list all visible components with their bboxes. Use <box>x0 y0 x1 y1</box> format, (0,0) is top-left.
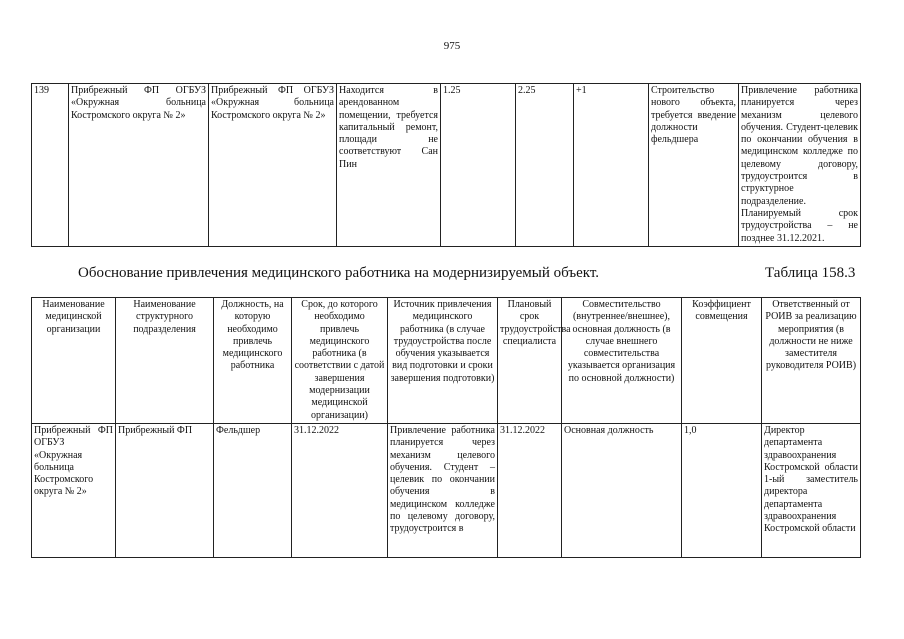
cell-responsible: Директор департамента здравоохранения Костромской области 1-ый заместитель директора департамента здравоохранения Костромской области <box>762 423 861 557</box>
header-source: Источник привлечения медицинского работника (в случае трудоустройства после обучения указывается вид подготовки и сроки завершения подготовки) <box>388 298 498 424</box>
main-table <box>31 297 861 558</box>
row-number: 139 <box>32 84 69 247</box>
header-subdivision: Наименование структурного подразделения <box>116 298 214 424</box>
cell-position: Фельдшер <box>214 423 292 557</box>
value-cell-1: 1.25 <box>441 84 516 247</box>
header-combination: Совместительство (внутреннее/внешнее), основная должность (в случае внешнего совместительства указывается организация по основной должности) <box>562 298 682 424</box>
cell-subdivision: Прибрежный ФП <box>116 423 214 557</box>
table-row <box>32 423 861 557</box>
premises-cell: Находится в арендованном помещении, требуется капитальный ремонт, площади не соответствуют Сан Пин <box>337 84 441 247</box>
subdivision-cell: Прибрежный ФП ОГБУЗ «Окружная больница Костромского округа № 2» <box>209 84 337 247</box>
header-responsible: Ответственный от РОИВ за реализацию мероприятия (в должности не ниже заместителя руководителя РОИВ) <box>762 298 861 424</box>
header-row <box>32 298 861 424</box>
cell-source: Привлечение работника планируется через механизм целевого обучения. Студент – целевик по окончании обучения в медицинском колледже по целевому договору, трудоустроится в <box>388 423 498 557</box>
organization-cell: Прибрежный ФП ОГБУЗ «Окружная больница Костромского округа № 2» <box>69 84 209 247</box>
comment-cell: Привлечение работника планируется через механизм целевого обучения. Студент-целевик по окончании обучения в медицинском колледже по целевому договору, трудоустроится в структурное подразделение. Планируемый срок трудоустройства – не позднее 31.12.2021. <box>739 84 861 247</box>
header-organization: Наименование медицинской организации <box>32 298 116 424</box>
cell-planned-date: 31.12.2022 <box>498 423 562 557</box>
header-planned-date: Плановый срок трудоустройства специалиста <box>498 298 562 424</box>
cell-combination: Основная должность <box>562 423 682 557</box>
value-cell-2: 2.25 <box>516 84 574 247</box>
cell-coefficient: 1,0 <box>682 423 762 557</box>
page-number: 975 <box>443 40 461 52</box>
continued-table <box>31 83 861 247</box>
table-row <box>32 84 861 247</box>
header-coefficient: Коэффициент совмещения <box>682 298 762 424</box>
table-label: Таблица 158.3 <box>765 265 856 281</box>
header-deadline: Срок, до которого необходимо привлечь медицинского работника (в соответствии с датой завершения модернизации медицинской организации) <box>292 298 388 424</box>
change-cell: +1 <box>574 84 649 247</box>
cell-organization: Прибрежный ФП ОГБУЗ «Окружная больница Костромского округа № 2» <box>32 423 116 557</box>
plan-cell: Строительство нового объекта, требуется введение должности фельдшера <box>649 84 739 247</box>
header-position: Должность, на которую необходимо привлечь медицинского работника <box>214 298 292 424</box>
cell-deadline: 31.12.2022 <box>292 423 388 557</box>
section-title: Обоснование привлечения медицинского работника на модернизируемый объект. <box>78 265 600 281</box>
